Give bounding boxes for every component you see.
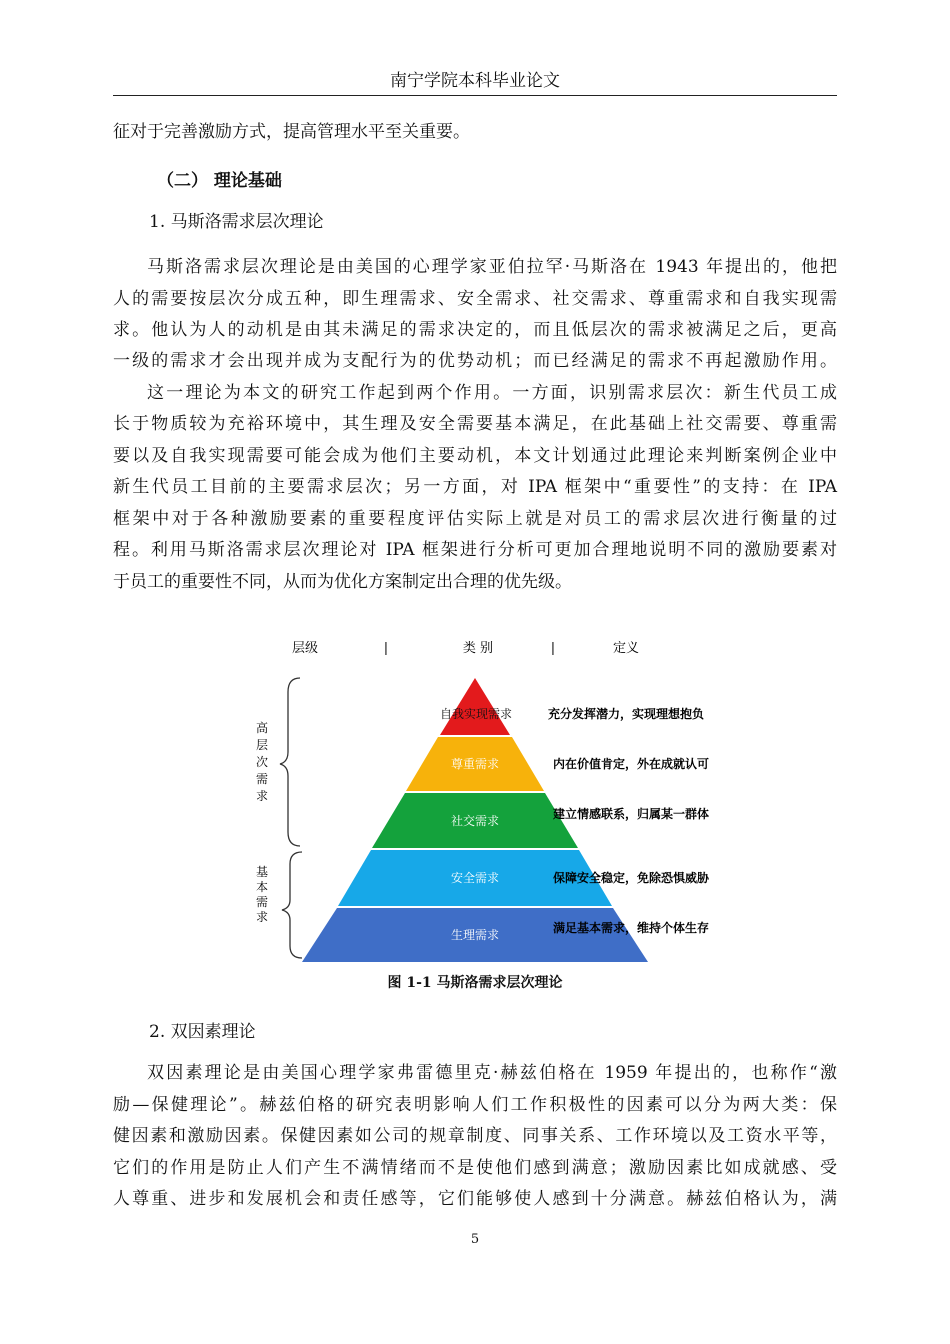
layer-name: 自我实现需求 (439, 707, 513, 721)
group-label-high-level (256, 720, 268, 803)
group-label-char: 次 (255, 755, 269, 769)
group-label-char: 本 (255, 880, 269, 894)
column-separator: | (550, 641, 556, 656)
layer-name: 尊重需求 (450, 757, 500, 771)
group-label-char: 需 (255, 895, 269, 909)
subsection-title: 2. 双因素理论 (149, 1022, 256, 1042)
text-line: 程。利用马斯洛需求层次理论对 IPA 框架进行分析可更加合理地说明不同的激励要素对 (113, 540, 837, 560)
group-label-char: 需 (255, 772, 269, 786)
text-line: 人的需要按层次分成五种，即生理需求、安全需求、社交需求、尊重需求和自我实现需 (113, 289, 837, 309)
text-line: 于员工的重要性不同，从而为优化方案制定出合理的优先级。 (113, 572, 572, 592)
text-line: 框架中对于各种激励要素的重要程度评估实际上就是对员工的需求层次进行衡量的过 (113, 509, 837, 529)
group-label-char: 高 (255, 721, 269, 735)
text-line: 征对于完善激励方式，提高管理水平至关重要。 (113, 122, 470, 142)
column-separator: | (383, 641, 389, 656)
column-header-category: 类 别 (462, 641, 494, 656)
column-header-definition: 定义 (612, 641, 640, 656)
layer-name: 安全需求 (450, 871, 500, 885)
header-rule (113, 95, 837, 96)
text-line: 新生代员工目前的主要需求层次；另一方面，对 IPA 框架中“重要性”的支持：在 IPA (113, 477, 837, 497)
group-label-basic (256, 865, 268, 924)
group-label-char: 基 (255, 865, 269, 879)
text-line: 这一理论为本文的研究工作起到两个作用。一方面，识别需求层次：新生代员工成 (147, 383, 837, 403)
page-number: 5 (470, 1232, 480, 1247)
text-line: 励—保健理论”。赫兹伯格的研究表明影响人们工作积极性的因素可以分为两大类：保 (113, 1095, 837, 1115)
layer-definition: 充分发挥潜力，实现理想抱负 (548, 707, 705, 721)
layer-name: 社交需求 (450, 814, 500, 828)
text-line: 长于物质较为充裕环境中，其生理及安全需要基本满足，在此基础上社交需要、尊重需 (113, 414, 837, 434)
section-heading: （二） 理论基础 (157, 171, 282, 191)
text-line: 马斯洛需求层次理论是由美国的心理学家亚伯拉罕·马斯洛在 1943 年提出的，他把 (147, 257, 837, 277)
subsection-title: 1. 马斯洛需求层次理论 (149, 212, 324, 232)
brace-high-level (280, 678, 300, 846)
running-header: 南宁学院本科毕业论文 (390, 71, 560, 91)
layer-definition: 保障安全稳定，免除恐惧威胁 (553, 871, 710, 885)
group-label-char: 求 (255, 910, 269, 924)
text-line: 要以及自我实现需要可能会成为他们主要动机，本文计划通过此理论来判断案例企业中 (113, 446, 837, 466)
brace-basic (282, 852, 302, 958)
maslow-pyramid-figure (0, 620, 950, 970)
text-line: 求。他认为人的动机是由其未满足的需求决定的，而且低层次的需求被满足之后，更高 (113, 320, 837, 340)
group-label-char: 求 (255, 789, 269, 803)
layer-definition: 满足基本需求，维持个体生存 (553, 921, 710, 935)
text-line: 人尊重、进步和发展机会和责任感等，它们能够使人感到十分满意。赫兹伯格认为，满 (113, 1189, 837, 1209)
figure-caption: 图 1-1 马斯洛需求层次理论 (387, 975, 563, 991)
layer-definition: 内在价值肯定，外在成就认可 (553, 757, 710, 771)
layer-definition: 建立情感联系，归属某一群体 (553, 807, 710, 821)
group-label-char: 层 (255, 738, 269, 752)
text-line: 双因素理论是由美国心理学家弗雷德里克·赫兹伯格在 1959 年提出的，也称作“激 (147, 1063, 837, 1083)
text-line: 健因素和激励因素。保健因素如公司的规章制度、同事关系、工作环境以及工资水平等， (113, 1126, 837, 1146)
column-header-level: 层级 (291, 641, 319, 656)
text-line: 它们的作用是防止人们产生不满情绪而不是使他们感到满意；激励因素比如成就感、受 (113, 1158, 837, 1178)
layer-name: 生理需求 (450, 928, 500, 942)
text-line: 一级的需求才会出现并成为支配行为的优势动机；而已经满足的需求不再起激励作用。 (113, 351, 837, 371)
